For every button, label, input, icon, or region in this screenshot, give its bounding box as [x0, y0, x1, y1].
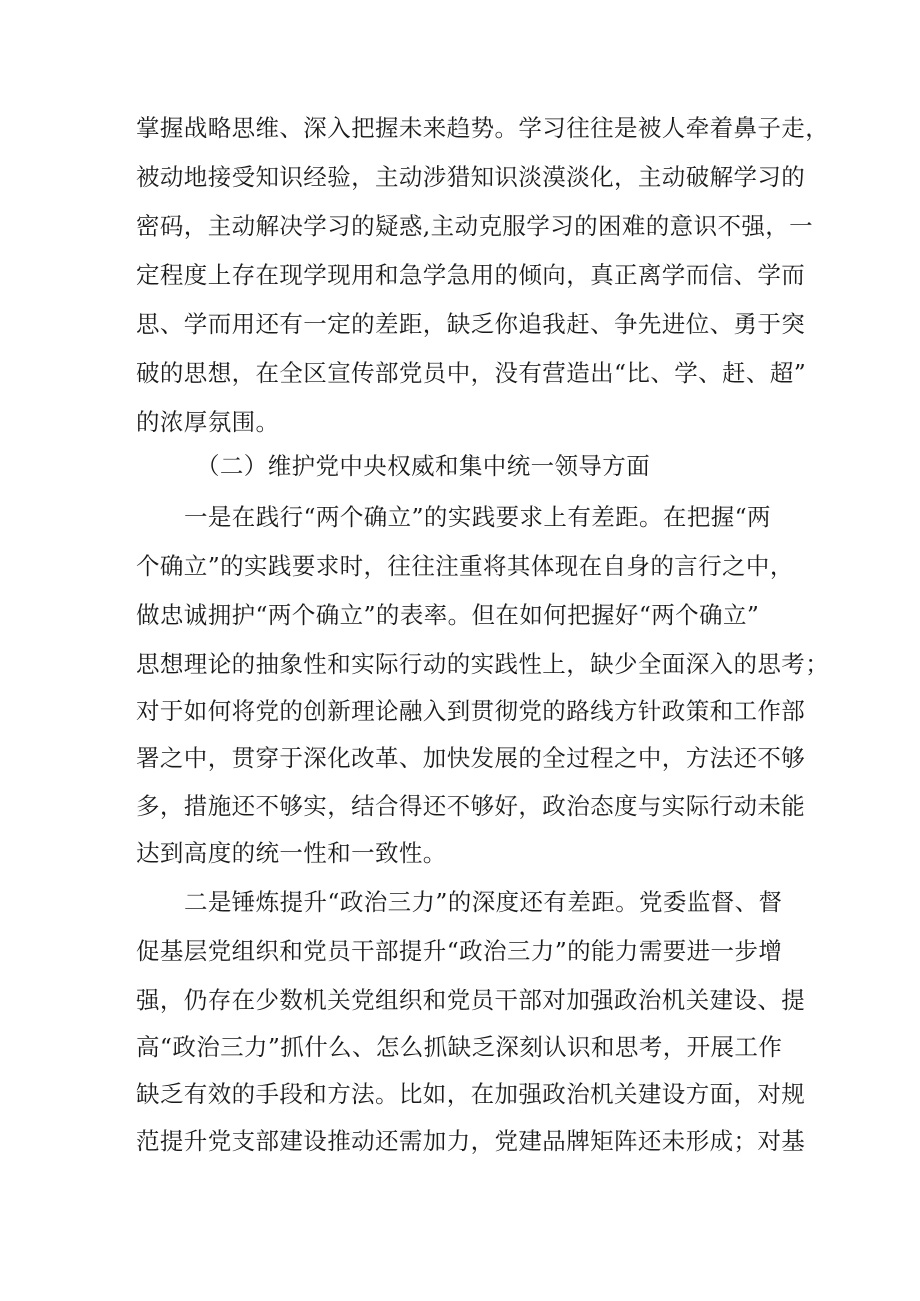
text-line: 一是在践行“两个确立”的实践要求上有差距。在把握“两 [184, 503, 771, 531]
text-line: 破的思想，在全区宣传部党员中，没有营造出“比、学、赶、超” [136, 359, 807, 387]
text-line: 掌握战略思维、深入把握未来趋势。学习往往是被人牵着鼻子走， [136, 114, 830, 142]
text-line: 对于如何将党的创新理论融入到贯彻党的路线方针政策和工作部 [136, 697, 806, 725]
text-line: 多，措施还不够实，结合得还不够好，政治态度与实际行动未能 [136, 792, 806, 820]
text-line: 思、学而用还有一定的差距，缺乏你追我赶、争先进位、勇于突 [136, 310, 806, 338]
text-line: 被动地接受知识经验，主动涉猎知识淡漠淡化，主动破解学习的 [136, 163, 806, 191]
text-line: 思想理论的抽象性和实际行动的实践性上，缺少全面深入的思考； [136, 650, 830, 678]
text-line: 强，仍存在少数机关党组织和党员干部对加强政治机关建设、提 [136, 986, 806, 1014]
text-line: 做忠诚拥护“两个确立”的表率。但在如何把握好“两个确立” [136, 601, 760, 629]
text-line: 缺乏有效的手段和方法。比如，在加强政治机关建设方面，对规 [136, 1080, 806, 1108]
text-line: 个确立”的实践要求时，往往注重将其体现在自身的言行之中， [136, 552, 794, 580]
text-line: 定程度上存在现学现用和急学急用的倾向，真正离学而信、学而 [136, 261, 806, 289]
text-line: 高“政治三力”抓什么、怎么抓缺乏深刻认识和思考，开展工作 [136, 1033, 783, 1061]
text-line: 促基层党组织和党员干部提升“政治三力”的能力需要进一步增 [136, 937, 783, 965]
text-line: 密码，主动解决学习的疑惑,主动克服学习的困难的意识不强，一 [136, 212, 814, 240]
text-line: 范提升党支部建设推动还需加力，党建品牌矩阵还未形成；对基 [136, 1127, 806, 1155]
section-heading: （二）维护党中央权威和集中统一领导方面 [196, 452, 651, 480]
text-line: 署之中，贯穿于深化改革、加快发展的全过程之中，方法还不够 [136, 744, 806, 772]
text-line: 二是锤炼提升“政治三力”的深度还有差距。党委监督、督 [184, 888, 783, 916]
text-line: 的浓厚氛围。 [136, 408, 280, 436]
text-line: 达到高度的统一性和一致性。 [136, 839, 447, 867]
